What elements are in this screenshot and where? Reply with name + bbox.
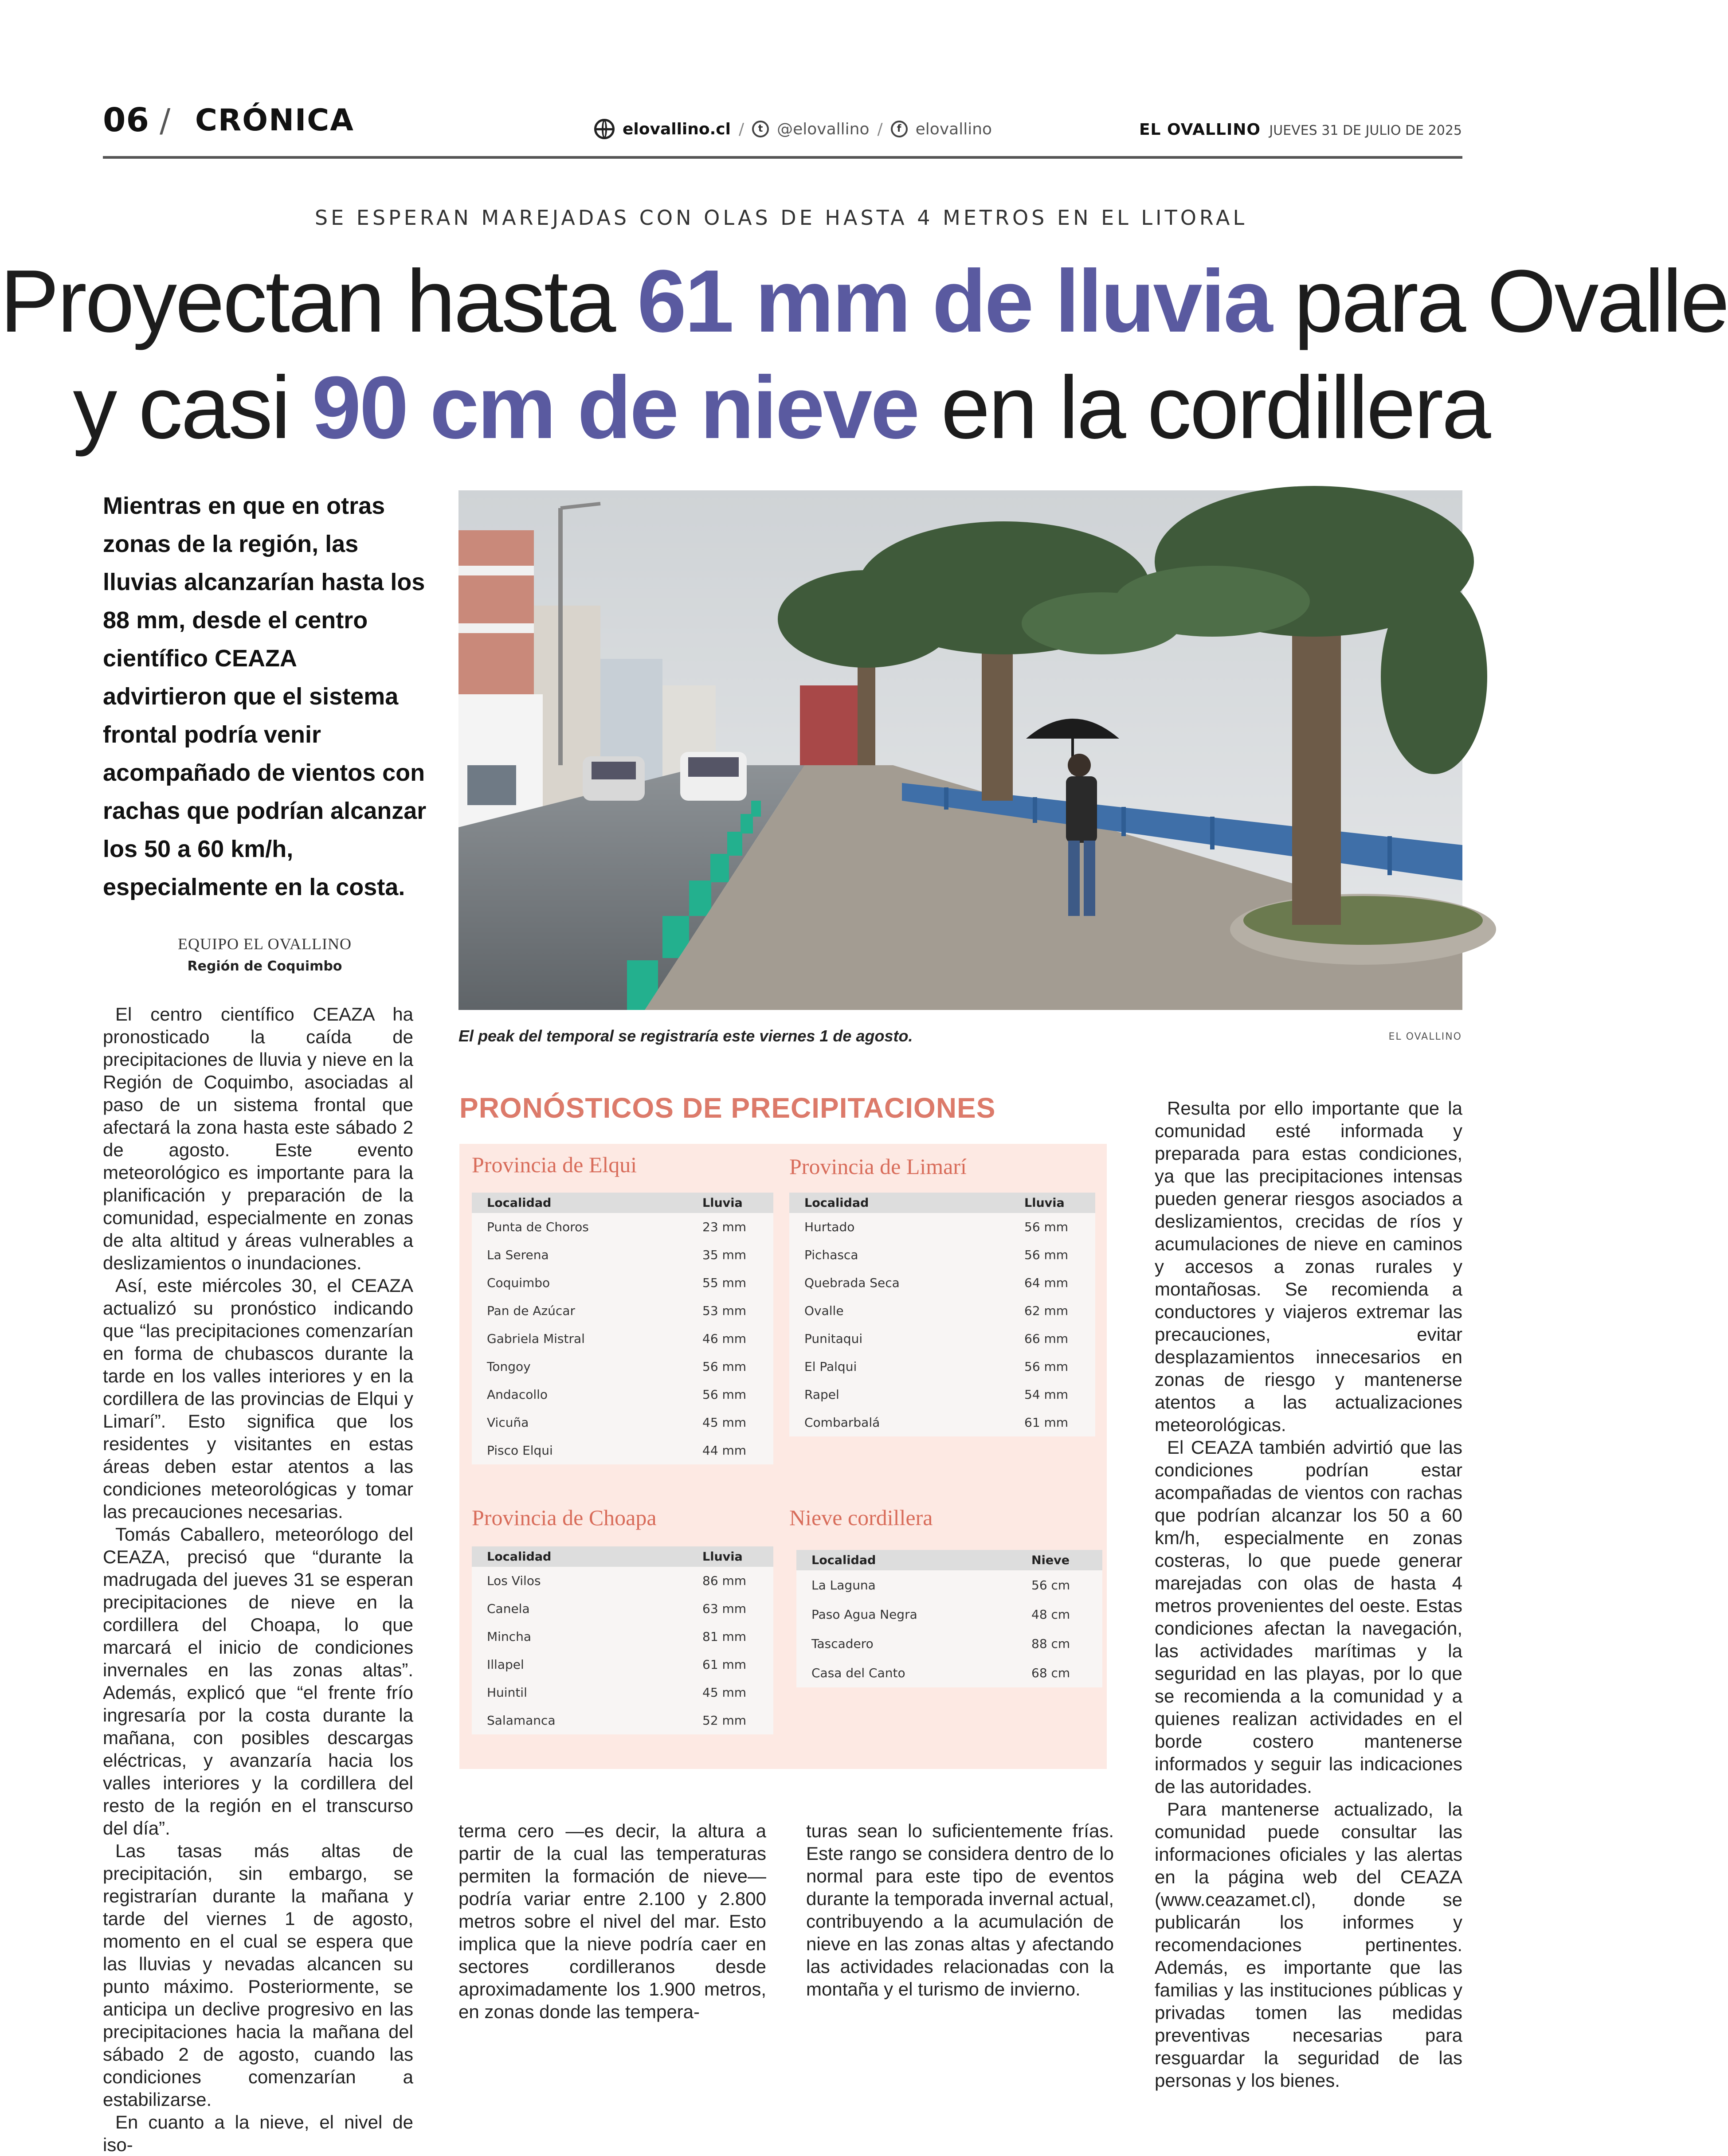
table-nieve — [796, 1550, 1102, 1687]
twitter-handle[interactable]: @elovallino — [777, 120, 870, 138]
table-row: Hurtado 56 mm — [804, 1220, 1069, 1234]
photo-credit: EL OVALLINO — [1388, 1031, 1462, 1042]
province-choapa-title: Provincia de Choapa — [472, 1505, 657, 1530]
globe-icon — [594, 119, 615, 139]
newspaper-brand: EL OVALLINO — [1139, 121, 1261, 139]
table-row: Salamanca 52 mm — [487, 1713, 747, 1728]
table-row: Casa del Canto 68 cm — [811, 1665, 1070, 1680]
byline-author: EQUIPO EL OVALLINO — [178, 935, 352, 953]
table-row: Punitaqui 66 mm — [804, 1331, 1069, 1346]
kicker: SE ESPERAN MAREJADAS CON OLAS DE HASTA 4 METROS EN EL LITORAL — [314, 206, 1248, 230]
section-name: CRÓNICA — [195, 103, 354, 138]
headline-line-1: Proyectan hasta 61 mm de lluvia para Ovalle — [0, 252, 1728, 351]
province-limari-title: Provincia de Limarí — [789, 1154, 967, 1179]
paragraph: Resulta por ello importante que la comunidad esté informada y preparada para estas condiciones, ya que las precipitaciones intensas pueden generar riesgos asociados a deslizamientos, crecidas de ríos y acumulaciones de nieve en caminos y accesos a zonas rurales y montañosas. Se recomienda a conductores y viajeros extremar las precauciones, evitar desplazamientos innecesarios en zonas de riesgo y mantenerse atentos a las actualizaciones meteorológicas. — [1155, 1098, 1462, 1435]
separator: / — [738, 120, 744, 138]
table-header: Localidad Lluvia — [472, 1546, 773, 1567]
table-row: La Laguna 56 cm — [811, 1577, 1070, 1593]
paragraph: Para mantenerse actualizado, la comunidad puede consultar las informaciones oficiales y las alertas en la página web del CEAZA (www.ceazamet.cl), donde se publicarán los informes y recomendaciones pertinentes. Además, es importante que las familias y las instituciones públicas y privadas tomen las medidas preventivas necesarias para resguardar la seguridad de las personas y los bienes. — [1155, 1799, 1462, 2091]
photo-caption: El peak del temporal se registraría este viernes 1 de agosto. — [458, 1027, 913, 1045]
article-photo — [458, 490, 1462, 1010]
table-row: Punta de Choros 23 mm — [487, 1220, 747, 1234]
table-row: Los Vilos 86 mm — [487, 1573, 747, 1588]
rainy-street-illustration — [458, 490, 1462, 1010]
table-row: Pisco Elqui 44 mm — [487, 1443, 747, 1458]
table-row: Tongoy 56 mm — [487, 1359, 747, 1374]
body-column-4 — [1155, 1097, 1462, 2092]
table-row: El Palqui 56 mm — [804, 1359, 1069, 1374]
province-elqui-title: Provincia de Elqui — [472, 1152, 637, 1177]
header-brand-date — [1139, 121, 1462, 139]
table-row: Andacollo 56 mm — [487, 1387, 747, 1402]
table-row: Mincha 81 mm — [487, 1629, 747, 1644]
header-rule — [103, 156, 1462, 159]
lead-paragraph: Mientras en que en otras zonas de la región, las lluvias alcanzarían hasta los 88 mm, desde el centro científico CEAZA advirtieron que el sistema frontal podría venir acompañado de vientos con rachas que podrían alcanzar los 50 a 60 km/h, especialmente en la costa. — [103, 493, 427, 900]
table-row: Pichasca 56 mm — [804, 1248, 1069, 1262]
forecast-title: PRONÓSTICOS DE PRECIPITACIONES — [459, 1092, 996, 1124]
header-slash: / — [160, 102, 171, 139]
table-choapa — [472, 1546, 773, 1734]
table-row: Illapel 61 mm — [487, 1657, 747, 1672]
header-social — [594, 119, 992, 139]
headline-highlight: 90 cm de nieve — [312, 358, 918, 457]
table-limari — [789, 1193, 1095, 1436]
table-row: Tascadero 88 cm — [811, 1636, 1070, 1651]
paragraph: En cuanto a la nieve, el nivel de iso- — [103, 2112, 413, 2155]
table-row: Rapel 54 mm — [804, 1387, 1069, 1402]
byline-location: Región de Coquimbo — [187, 959, 342, 974]
snow-title: Nieve cordillera — [789, 1505, 933, 1530]
paragraph: El CEAZA también advirtió que las condiciones podrían estar acompañadas de vientos con rachas que podrían alcanzar los 50 a 60 km/h, especialmente en zonas costeras, lo que puede generar marejadas con olas de hasta 4 metros provenientes del oeste. Estas condiciones afectan la navegación, las actividades marítimas y la seguridad en las playas, por lo que se recomienda a la comunidad y a quienes realizan actividades en el borde costero mantenerse informados y seguir las indicaciones de las autoridades. — [1155, 1437, 1462, 1797]
table-row: Pan de Azúcar 53 mm — [487, 1303, 747, 1318]
table-header: Localidad Lluvia — [472, 1193, 773, 1213]
table-elqui — [472, 1193, 773, 1464]
body-column-3 — [806, 1819, 1114, 2000]
table-row: Huintil 45 mm — [487, 1685, 747, 1700]
paragraph: turas sean lo suficientemente frías. Este rango se considera dentro de lo normal para este tipo de eventos durante la temporada invernal actual, contribuyendo a la acumulación de nieve en las zonas altas y afectando las actividades relacionadas con la montaña y el turismo de invierno. — [806, 1820, 1114, 1999]
facebook-icon: f — [891, 121, 908, 137]
page-number: 06 — [103, 101, 149, 139]
table-row: Coquimbo 55 mm — [487, 1276, 747, 1290]
website-link[interactable]: elovallino.cl — [623, 120, 731, 138]
table-row: Paso Agua Negra 48 cm — [811, 1607, 1070, 1622]
table-row: Quebrada Seca 64 mm — [804, 1276, 1069, 1290]
twitter-icon: t — [752, 121, 769, 137]
table-row: La Serena 35 mm — [487, 1248, 747, 1262]
table-row: Combarbalá 61 mm — [804, 1415, 1069, 1430]
table-row: Canela 63 mm — [487, 1601, 747, 1616]
paragraph: El centro científico CEAZA ha pronosticado la caída de precipitaciones de lluvia y nieve en la Región de Coquimbo, asociadas al paso de un sistema frontal que afectará la zona hasta este sábado 2 de agosto. Este evento meteorológico es importante para la planificación y preparación de la comunidad, especialmente en zonas de alta altitud y áreas vulnerables a deslizamientos o inundaciones. — [103, 1004, 413, 1273]
facebook-handle[interactable]: elovallino — [915, 120, 992, 138]
paragraph: Así, este miércoles 30, el CEAZA actualizó su pronóstico indicando que “las precipitaciones comenzarían en forma de chubascos durante la tarde en los valles interiores y en la cordillera de las provincias de Elqui y Limarí”. Esto significa que los residentes y visitantes en estas áreas deben estar atentos a las condiciones meteorológicas y tomar las precauciones necesarias. — [103, 1275, 413, 1522]
table-header: Localidad Nieve — [796, 1550, 1102, 1570]
body-column-1 — [103, 1003, 413, 2156]
headline-highlight: 61 mm de lluvia — [637, 252, 1271, 351]
issue-date: JUEVES 31 DE JULIO DE 2025 — [1269, 123, 1462, 138]
paragraph: terma cero —es decir, la altura a partir de la cual las temperaturas permiten la formación de nieve— podría variar entre 2.100 y 2.800 metros sobre el nivel del mar. Esto implica que la nieve podría caer en sectores cordilleranos desde aproximadamente los 1.900 metros, en zonas donde las tempera- — [458, 1820, 766, 2022]
body-column-2 — [458, 1819, 766, 2023]
table-row: Vicuña 45 mm — [487, 1415, 747, 1430]
paragraph: Tomás Caballero, meteorólogo del CEAZA, precisó que “durante la madrugada del jueves 31 se esperan precipitaciones de nieve en la cordillera del Choapa, lo que marcará el inicio de condiciones invernales en las zonas altas”. Además, explicó que “el frente frío ingresaría por la costa durante la mañana, con posibles descargas eléctricas, y avanzaría hacia los valles interiores y la cordillera del resto de la región en el transcurso del día”. — [103, 1524, 413, 1839]
headline-line-2: y casi 90 cm de nieve en la cordillera — [73, 358, 1489, 457]
paragraph: Las tasas más altas de precipitación, sin embargo, se registrarían durante la mañana y tarde del viernes 1 de agosto, momento en el cual se espera que las lluvias y nevadas alcancen su punto máximo. Posteriormente, se anticipa un declive progresivo en las precipitaciones hacia la mañana del sábado 2 de agosto, cuando las condiciones comenzarían a estabilizarse. — [103, 1840, 413, 2110]
table-row: Ovalle 62 mm — [804, 1303, 1069, 1318]
separator: / — [877, 120, 883, 138]
table-row: Gabriela Mistral 46 mm — [487, 1331, 747, 1346]
table-header: Localidad Lluvia — [789, 1193, 1095, 1213]
